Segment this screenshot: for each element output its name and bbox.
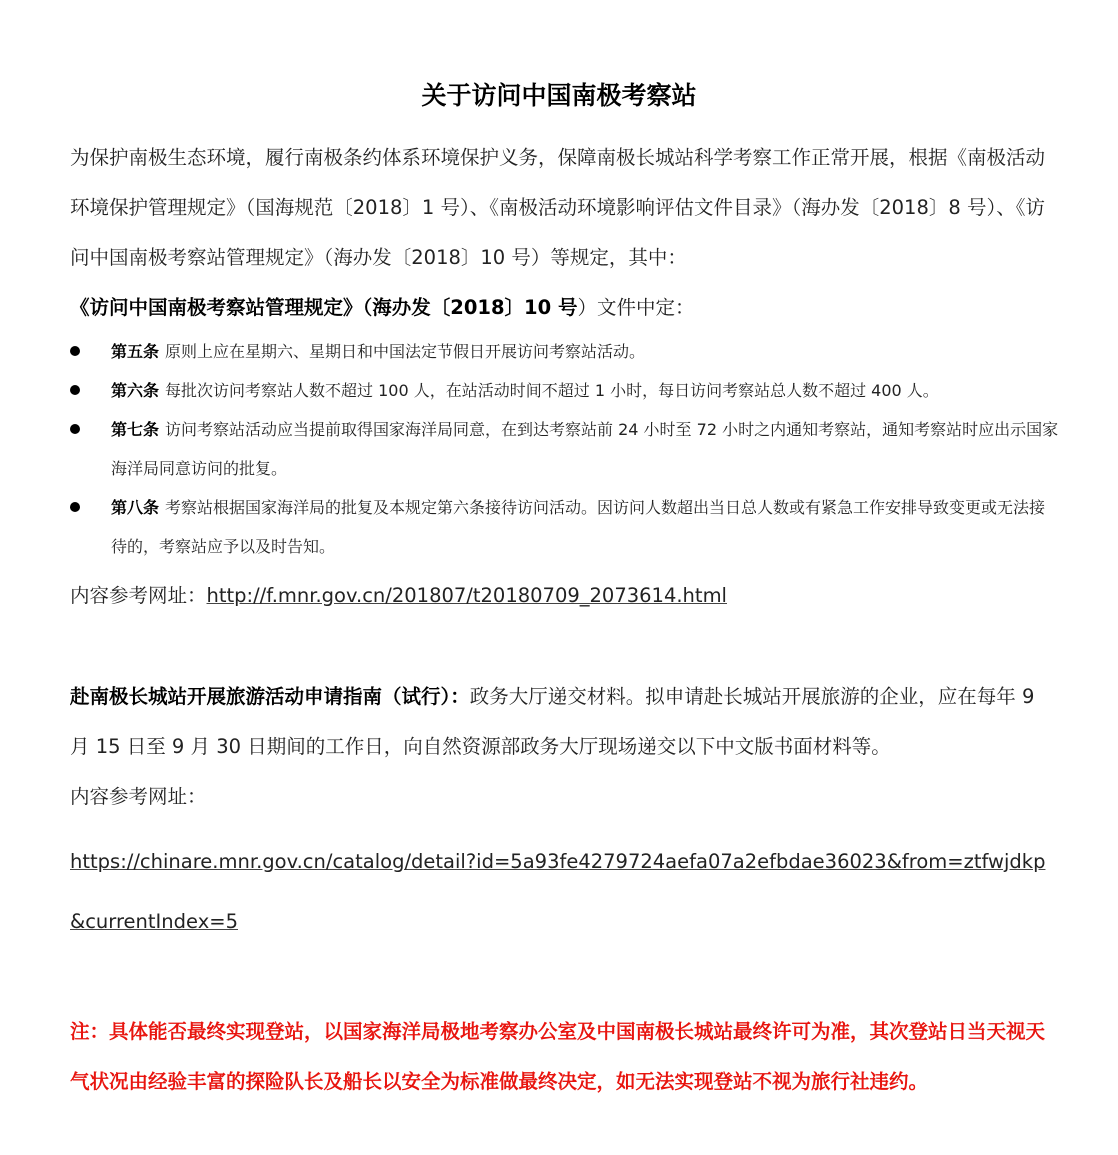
list-item xyxy=(70,332,1060,371)
articles-list xyxy=(70,332,1060,566)
article-text: 访问考察站活动应当提前取得国家海洋局同意，在到达考察站前 24 小时至 72 小时之内通知考察站，通知考察站时应出示国家海洋局同意访问的批复。 xyxy=(111,420,1059,478)
source-link-2[interactable]: https://chinare.mnr.gov.cn/catalog/detail?id=5a93fe4279724aefa07a2efbdae36023&from=ztfwjdkp&currentIndex=5 xyxy=(70,850,1046,933)
list-item xyxy=(70,488,1060,566)
source-line-1 xyxy=(70,571,1060,621)
bullet-icon xyxy=(70,346,80,356)
article-text: 每批次访问考察站人数不超过 100 人，在站活动时间不超过 1 小时，每日访问考察站总人数不超过 400 人。 xyxy=(165,381,939,400)
intro-paragraph: 为保护南极生态环境，履行南极条约体系环境保护义务，保障南极长城站科学考察工作正常开展，根据《南极活动环境保护管理规定》（国海规范〔2018〕1 号）、《南极活动环境影响评估文件目录》（海办发〔2018〕8 号）、《访问中国南极考察站管理规定》（海办发〔2018〕10 号）等规定，其中： xyxy=(70,146,1046,269)
list-item xyxy=(70,371,1060,410)
regulation-reference xyxy=(70,283,1060,333)
page-title: 关于访问中国南极考察站 xyxy=(421,81,697,110)
article-label: 第七条 xyxy=(111,420,160,439)
list-item xyxy=(70,410,1060,488)
regulation-reference-bold: 《访问中国南极考察站管理规定》（海办发〔2018〕10 号 xyxy=(70,296,578,319)
regulation-reference-rest: ）文件中定： xyxy=(577,296,695,319)
source-label: 内容参考网址： xyxy=(70,584,207,607)
bullet-icon xyxy=(70,424,80,434)
article-text: 考察站根据国家海洋局的批复及本规定第六条接待访问活动。因访问人数超出当日总人数或有紧急工作安排导致变更或无法接待的，考察站应予以及时告知。 xyxy=(111,498,1046,556)
article-label: 第六条 xyxy=(111,381,160,400)
article-label: 第五条 xyxy=(111,342,160,361)
bullet-icon xyxy=(70,385,80,395)
article-text: 原则上应在星期六、星期日和中国法定节假日开展访问考察站活动。 xyxy=(165,342,646,361)
source-label-2: 内容参考网址： xyxy=(70,785,207,808)
guide-heading: 赴南极长城站开展旅游活动申请指南（试行）： xyxy=(70,685,470,708)
guide-text: 政务大厅递交材料。拟申请赴长城站开展旅游的企业，应在每年 9 月 15 日至 9 月 30 日期间的工作日，向自然资源部政务大厅现场递交以下中文版书面材料等。 xyxy=(70,685,1035,758)
source-line-2 xyxy=(70,832,1055,952)
source-link-1[interactable]: http://f.mnr.gov.cn/201807/t20180709_2073614.html xyxy=(206,584,727,607)
disclaimer-note: 注：具体能否最终实现登站，以国家海洋局极地考察办公室及中国南极长城站最终许可为准，其次登站日当天视天气状况由经验丰富的探险队长及船长以安全为标准做最终决定，如无法实现登站不视为旅行社违约。 xyxy=(70,1020,1046,1093)
guide-paragraph xyxy=(70,672,1060,772)
article-label: 第八条 xyxy=(111,498,160,517)
bullet-icon xyxy=(70,502,80,512)
